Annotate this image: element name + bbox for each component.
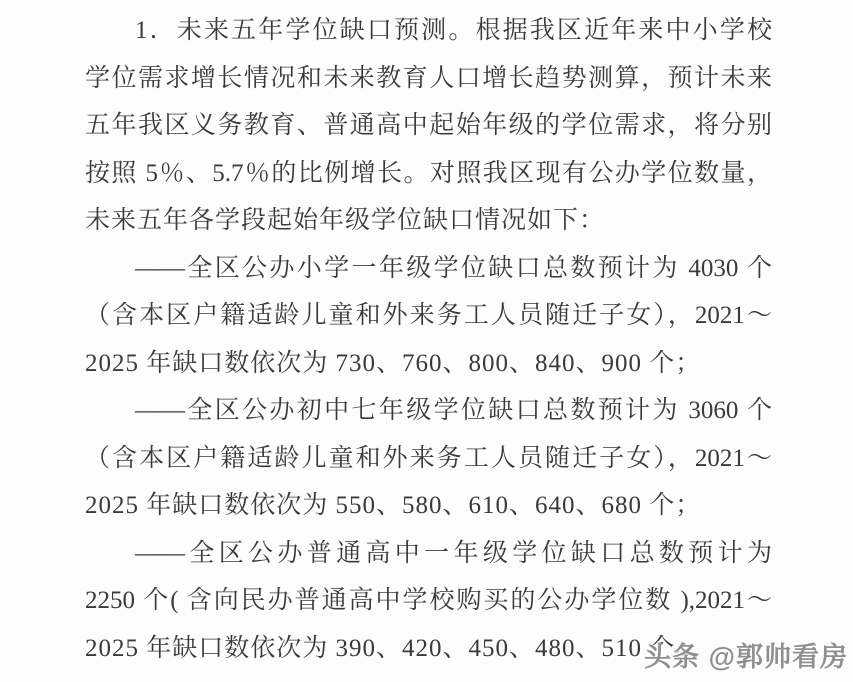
watermark: 头条 @郭帅看房 bbox=[644, 642, 848, 672]
text-line: 学位需求增长情况和未来教育人口增长趋势测算，预计未来 bbox=[85, 64, 772, 92]
text-line: ——全区公办小学一年级学位缺口总数预计为 4030 个 bbox=[135, 254, 772, 282]
text-line: 未来五年各学段起始年级学位缺口情况如下： bbox=[85, 207, 606, 234]
text-line: 五年我区义务教育、普通高中起始年级的学位需求，将分别 bbox=[85, 112, 772, 139]
document-body bbox=[85, 7, 772, 672]
text-line: ——全区公办初中七年级学位缺口总数预计为 3060 个 bbox=[135, 397, 772, 424]
text-line: 2250 个( 含向民办普通高中学校购买的公办学位数 ),2021～ bbox=[85, 587, 772, 614]
text-line: 按照 5％、5.7％的比例增长。对照我区现有公办学位数量， bbox=[85, 159, 772, 187]
text-line: 2025 年缺口数依次为 550、580、610、640、680 个； bbox=[85, 492, 702, 519]
text-line: 2025 年缺口数依次为 390、420、450、480、510 个。 bbox=[85, 634, 702, 662]
text-line: （含本区户籍适龄儿童和外来务工人员随迁子女），2021～ bbox=[85, 302, 772, 329]
text-line: （含本区户籍适龄儿童和外来务工人员随迁子女），2021～ bbox=[85, 444, 772, 472]
text-line: 2025 年缺口数依次为 730、760、800、840、900 个； bbox=[85, 349, 702, 377]
text-line: ——全区公办普通高中一年级学位缺口总数预计为 bbox=[135, 539, 772, 567]
text-line: 1．未来五年学位缺口预测。根据我区近年来中小学校 bbox=[135, 17, 772, 44]
